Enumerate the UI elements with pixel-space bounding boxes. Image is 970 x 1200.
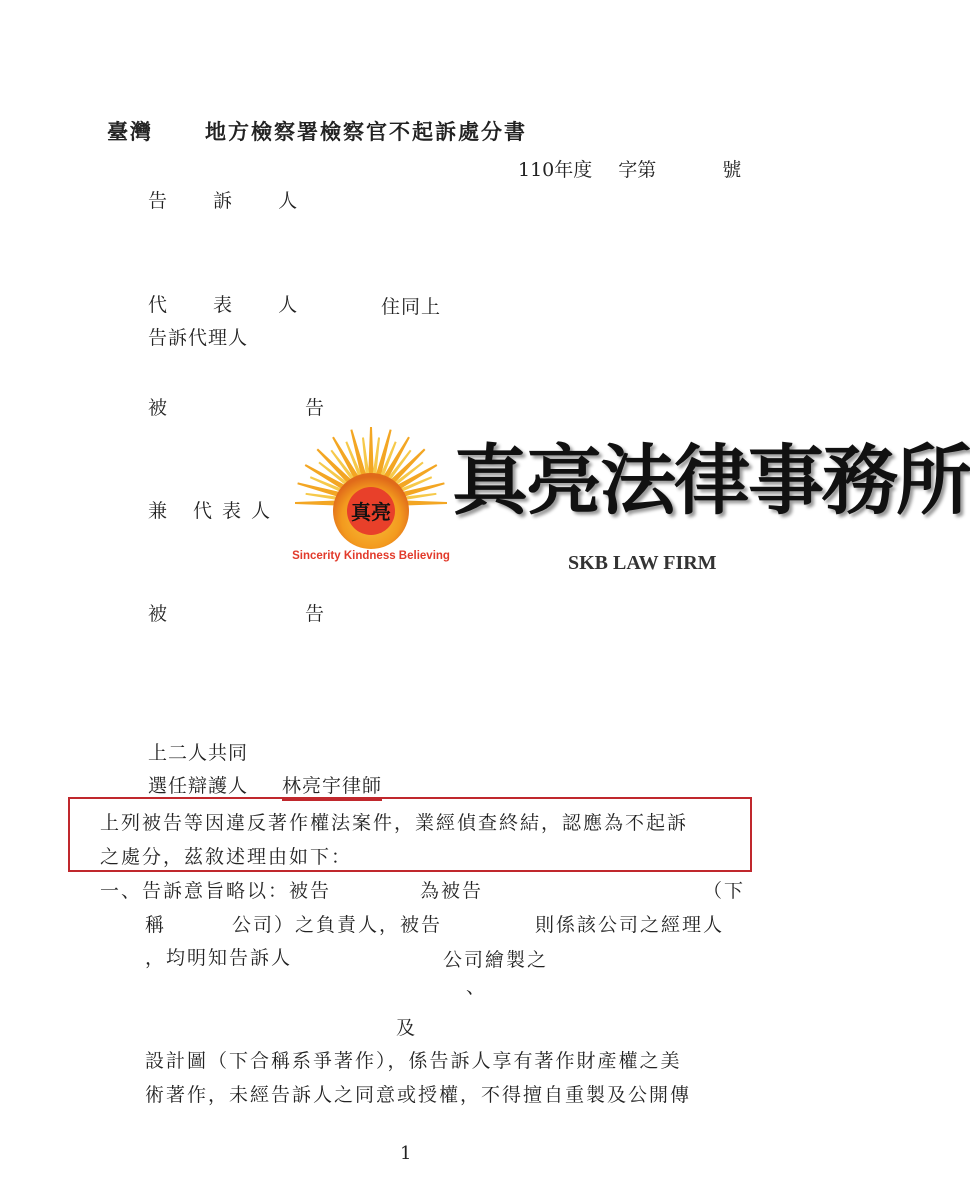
case-number [518, 155, 741, 182]
section1-line3-a: ，均明知告訴人 [145, 947, 293, 969]
firm-name-cn: 真亮法律事務所 [452, 436, 970, 525]
case-year: 110年度 [518, 159, 593, 181]
intro-line-2: 之處分，茲敘述理由如下： [100, 846, 353, 868]
document-title [107, 116, 527, 146]
representative-label: 代 表 人 [148, 294, 318, 316]
intro-line-1: 上列被告等因違反著作權法案件，業經偵查終結，認應為不起訴 [100, 812, 689, 834]
case-char: 字第 [618, 159, 657, 181]
court-prefix: 臺灣 [107, 119, 153, 144]
section1-line6: 設計圖（下合稱系爭著作），係告訴人享有著作財產權之美 [145, 1050, 682, 1072]
page-number: 1 [400, 1143, 412, 1164]
section1-line1-c: （下 [703, 880, 746, 902]
case-number-label: 號 [722, 159, 742, 181]
defendant1-label: 被 告 [148, 397, 391, 419]
title-text: 地方檢察署檢察官不起訴處分書 [205, 119, 527, 144]
firm-logo [292, 425, 450, 565]
section1-line2-a: 稱 [145, 914, 166, 936]
section1-line7: 術著作，未經告訴人之同意或授權，不得擅自重製及公開傳 [145, 1084, 692, 1106]
complainant-label: 告 訴 人 [148, 190, 318, 212]
section1-line4: 、 [466, 976, 487, 998]
representative-address: 住同上 [381, 296, 442, 318]
section1-line2-c: 則係該公司之經理人 [535, 914, 725, 936]
joint-label: 上二人共同 [148, 742, 249, 764]
logo-text: 真亮 [351, 500, 391, 524]
section1-line3-b: 公司繪製之 [443, 949, 549, 971]
defender-label: 選任辯護人 [148, 775, 249, 797]
section1-line5: 及 [396, 1017, 417, 1039]
defender-name: 林亮宇律師 [282, 771, 382, 801]
section1-line1-b: 為被告 [420, 880, 484, 902]
section1-line2-b: 公司）之負責人，被告 [232, 914, 443, 936]
section1-line1-a: 一、告訴意旨略以：被告 [100, 880, 332, 902]
firm-name-en: SKB LAW FIRM [568, 552, 717, 574]
defendant2-label: 被 告 [148, 603, 391, 625]
concurrent-representative-label: 兼 代表人 [148, 500, 281, 522]
complainant-agent-label: 告訴代理人 [148, 327, 249, 349]
logo-slogan: Sincerity Kindness Believing [292, 550, 450, 562]
